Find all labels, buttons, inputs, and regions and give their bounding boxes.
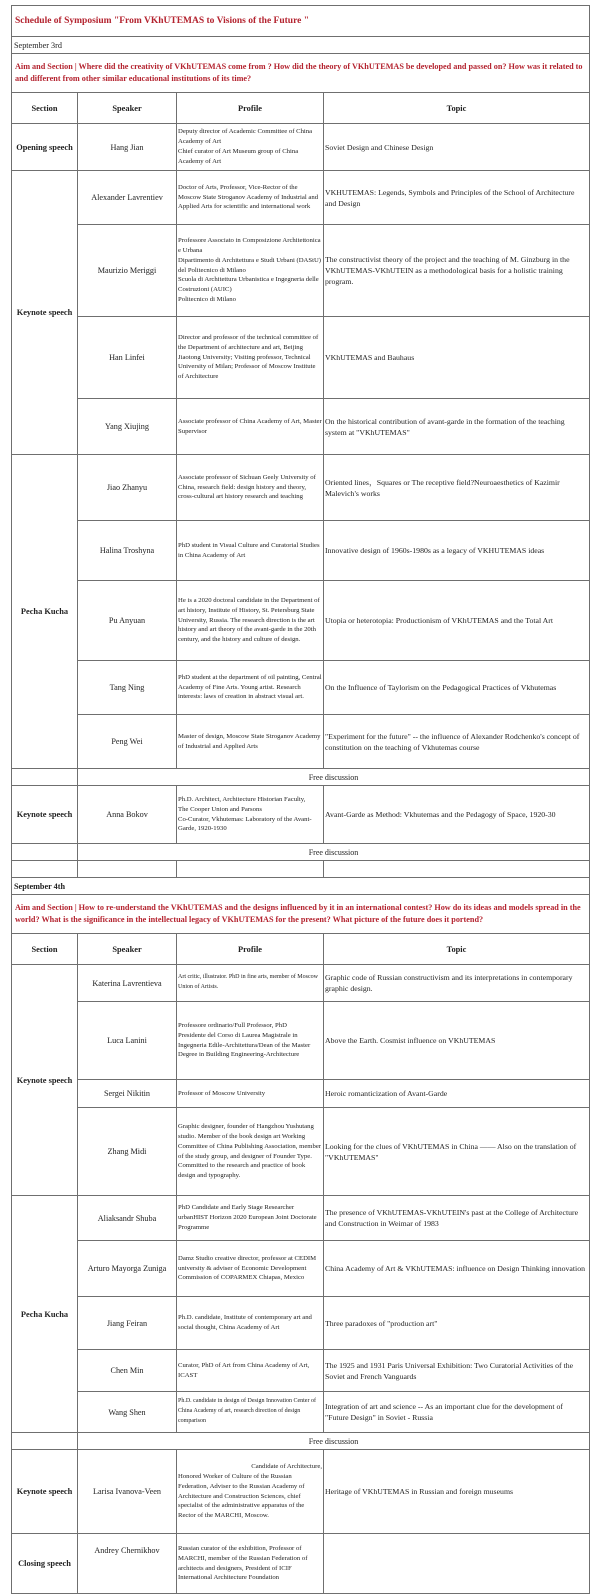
topic-cell: Avant-Garde as Method: Vkhutemas and the Pedagogy of Space, 1920-30 xyxy=(324,786,590,844)
profile-cell xyxy=(177,786,324,844)
table-row xyxy=(12,1392,590,1433)
text-line: Politecnico di Milano xyxy=(178,295,236,303)
speaker-cell: Hang Jian xyxy=(78,124,177,171)
topic-cell: Integration of art and science -- As an important clue for the development of "Future Design" in Soviet - Russia xyxy=(324,1392,590,1433)
free-discussion: Free discussion xyxy=(78,1433,590,1450)
text-line: Damz Studio creative director, professor at CEDIM university & adviser of Economic Development Commission of COPARMEX Chiapas, Mexico xyxy=(178,1254,317,1282)
profile-cell xyxy=(177,715,324,769)
col-header-topic: Topic xyxy=(324,93,590,124)
text-line: Director and professor of the technical committee of the Department of architecture and art, Beijing Jiaotong University; Visiting professor, Technical University of Milan; Professor of Moscow Institute of Architecture xyxy=(178,334,319,381)
text-line: Graphic designer, founder of Hangzhou Yushutang studio. Member of the book design art Working Committee of China Publishing Association, member of the study group, and designer of Founder Type. Committed to the research and practice of book design and typography. xyxy=(178,1123,322,1180)
topic-cell: VKHUTEMAS: Legends, Symbols and Principles of the School of Architecture and Design xyxy=(324,171,590,225)
profile-cell xyxy=(177,661,324,715)
text-line: The Cooper Union and Parsons xyxy=(178,805,262,813)
col-header-section: Section xyxy=(12,93,78,124)
profile-cell xyxy=(177,1108,324,1196)
speaker-cell: Luca Lanini xyxy=(78,1002,177,1080)
free-discussion-row xyxy=(12,844,590,861)
topic-cell: On the Influence of Taylorism on the Pedagogical Practices of Vkhutemas xyxy=(324,661,590,715)
profile-cell xyxy=(177,1450,324,1534)
profile-cell xyxy=(177,1241,324,1297)
text-line: Master of design, Moscow State Stroganov Academy of Industrial and Applied Arts xyxy=(178,732,321,750)
speaker-cell: Zhang Midi xyxy=(78,1108,177,1196)
profile-lead: Candidate of Architecture, xyxy=(251,1463,322,1471)
day2-date: September 4th xyxy=(12,878,590,895)
topic-cell: Three paradoxes of "production art" xyxy=(324,1297,590,1350)
empty-row xyxy=(12,861,590,878)
text-line: Professore Associato in Composizione Architettonica e Urbana xyxy=(178,237,321,254)
table-row xyxy=(12,521,590,581)
topic-cell: "Experiment for the future" -- the influence of Alexander Rodchenko's concept of constitution on the teaching of Vkhutemas course xyxy=(324,715,590,769)
speaker-cell: Jiang Feiran xyxy=(78,1297,177,1350)
section-cell: Keynote speech xyxy=(12,1450,78,1534)
table-row xyxy=(12,455,590,521)
speaker-cell: Peng Wei xyxy=(78,715,177,769)
speaker-cell: Han Linfei xyxy=(78,317,177,399)
free-discussion-row xyxy=(12,769,590,786)
profile-cell xyxy=(177,1002,324,1080)
topic-cell: The 1925 and 1931 Paris Universal Exhibition: Two Curatorial Activities of the Soviet and French Vanguards xyxy=(324,1350,590,1392)
speaker-cell: Aliaksandr Shuba xyxy=(78,1196,177,1241)
col-header-profile: Profile xyxy=(177,93,324,124)
profile-cell xyxy=(177,1196,324,1241)
col-header-topic: Topic xyxy=(324,934,590,965)
col-header-speaker: Speaker xyxy=(78,93,177,124)
text-line: PhD student at the department of oil painting, Central Academy of Fine Arts. Young artist. Research interests: laws of creation in abstract visual art. xyxy=(178,673,322,701)
table-row xyxy=(12,317,590,399)
text-line: Associate professor of Sichuan Geely University of China, research field: design history and theory, cross-cultural art history research and teaching xyxy=(178,473,316,501)
table-row xyxy=(12,1297,590,1350)
topic-cell: Innovative design of 1960s-1980s as a legacy of VKHUTEMAS ideas xyxy=(324,521,590,581)
topic-cell: Soviet Design and Chinese Design xyxy=(324,124,590,171)
speaker-cell: Alexander Lavrentiev xyxy=(78,171,177,225)
empty-cell xyxy=(78,861,177,878)
text-line: Co-Curator, Vkhutemas: Laboratory of the Avant- Garde, 1920-1930 xyxy=(178,815,312,833)
section-cell: Closing speech xyxy=(12,1534,78,1594)
speaker-cell: Maurizio Meriggi xyxy=(78,225,177,317)
text-line: Doctor of Arts, Professor, Vice-Rector of the Moscow State Stroganov Academy of Industrial and Applied Arts for scientific and international work xyxy=(178,183,319,211)
text-line: Ph.D. candidate in design of Design Innovation Center of China Academy of art, research direction of design comparison xyxy=(178,1398,316,1424)
speaker-cell: Chen Min xyxy=(78,1350,177,1392)
speaker-cell: Pu Anyuan xyxy=(78,581,177,661)
schedule-table xyxy=(11,5,590,1594)
table-row xyxy=(12,965,590,1002)
text-line: Deputy director of Academic Committee of China Academy of Art xyxy=(178,128,313,146)
topic-cell: Graphic code of Russian constructivism and its interpretations in contemporary graphic design. xyxy=(324,965,590,1002)
text-line: Neuroaesthetics of Kazimir Malevich's works xyxy=(325,477,560,498)
section-cell: Pecha Kucha xyxy=(12,455,78,769)
profile-cell xyxy=(177,1350,324,1392)
day1-date: September 3rd xyxy=(12,37,590,54)
table-row xyxy=(12,1196,590,1241)
empty-cell xyxy=(12,1433,78,1450)
day2-aim: Aim and Section | How to re-understand the VKhUTEMAS and the designs influenced by it in an international contest? How do its ideas and models spread in the world? What is the significance in the intellectual legacy of VKhUTEMAS for the present? What picture of the future does it portend? xyxy=(12,895,590,934)
speaker-cell: Wang Shen xyxy=(78,1392,177,1433)
table-row xyxy=(12,661,590,715)
text-line: PhD Candidate and Early Stage Researcher urbanHIST Horizon 2020 European Joint Doctorate Programme xyxy=(178,1204,317,1231)
text-line: He is a 2020 doctoral candidate in the Department of art history, Institute of History, St. Petersburg State University, Russia. The research direction is the art history and art theory of the avant-garde in the 20th century, and the history and culture of design. xyxy=(178,597,320,644)
free-discussion-row xyxy=(12,1433,590,1450)
day2-header-row xyxy=(12,934,590,965)
table-row xyxy=(12,124,590,171)
profile-cell xyxy=(177,124,324,171)
col-header-profile: Profile xyxy=(177,934,324,965)
text-line: Presidente del Corso di Laurea Magistrale in Ingegneria Edile-Architettura/Dean of the Master Degree in Building Engineering-Architecture xyxy=(178,1031,311,1059)
text-line: PhD student in Visual Culture and Curatorial Studies in China Academy of Art xyxy=(178,541,320,559)
empty-cell xyxy=(324,861,590,878)
topic-cell: China Academy of Art & VKhUTEMAS: influence on Design Thinking innovation xyxy=(324,1241,590,1297)
section-cell: Keynote speech xyxy=(12,786,78,844)
table-row xyxy=(12,1108,590,1196)
table-row xyxy=(12,1002,590,1080)
profile-cell xyxy=(177,171,324,225)
section-cell: Keynote speech xyxy=(12,965,78,1196)
profile-cell xyxy=(177,1080,324,1108)
speaker-cell: Sergei Nikitin xyxy=(78,1080,177,1108)
topic-cell: Utopia or heterotopia: Productionism of VKhUTEMAS and the Total Art xyxy=(324,581,590,661)
profile-text: Honored Worker of Culture of the Russian Federation, Adviser to the Russian Academy of Architecture and Construction Sciences, chief specialist of the administrative apparatus of the Rector of the MARCHI, Moscow. xyxy=(178,1472,305,1520)
topic-cell: Heritage of VKhUTEMAS in Russian and foreign museums xyxy=(324,1450,590,1534)
section-cell: Pecha Kucha xyxy=(12,1196,78,1433)
profile-cell xyxy=(177,581,324,661)
free-discussion: Free discussion xyxy=(78,769,590,786)
col-header-speaker: Speaker xyxy=(78,934,177,965)
topic-cell: Heroic romanticization of Avant-Garde xyxy=(324,1080,590,1108)
table-row xyxy=(12,225,590,317)
text-line: Dipartimento di Architettura e Studi Urbani (DAStU) del Politecnico di Milano xyxy=(178,256,322,274)
table-row xyxy=(12,1534,590,1594)
text-line: Chief curator of Art Museum group of China Academy of Art xyxy=(178,148,299,165)
schedule-title: Schedule of Symposium "From VKhUTEMAS to Visions of the Future " xyxy=(12,6,590,37)
empty-cell xyxy=(177,861,324,878)
speaker-cell: Andrey Chernikhov xyxy=(78,1534,177,1594)
topic-cell: On the historical contribution of avant-garde in the formation of the teaching system at "VKhUTEMAS" xyxy=(324,399,590,455)
profile-cell xyxy=(177,965,324,1002)
empty-cell xyxy=(12,861,78,878)
topic-cell: The constructivist theory of the project and the teaching of M. Ginzburg in the VKhUTEMAS-VKhUTEIN as a methodological basis for a holistic training program. xyxy=(324,225,590,317)
free-discussion: Free discussion xyxy=(78,844,590,861)
table-row xyxy=(12,1080,590,1108)
text-line: Professor of Moscow University xyxy=(178,1089,266,1097)
topic-cell: The presence of VKhUTEMAS-VKhUTEIN's past at the College of Architecture and Construction in Weimar of 1983 xyxy=(324,1196,590,1241)
text-line: Associate professor of China Academy of Art, Master Supervisor xyxy=(178,417,322,435)
profile-cell xyxy=(177,399,324,455)
speaker-cell: Anna Bokov xyxy=(78,786,177,844)
speaker-cell: Jiao Zhanyu xyxy=(78,455,177,521)
table-row xyxy=(12,1350,590,1392)
speaker-cell: Arturo Mayorga Zuniga xyxy=(78,1241,177,1297)
text-line: Russian curator of the exhibition, Professor of MARCHI, member of the Russian Federation of architects and designers, President of ICIF International Architecture Foundation xyxy=(178,1544,308,1582)
topic-cell xyxy=(324,455,590,521)
speaker-cell: Halina Troshyna xyxy=(78,521,177,581)
topic-cell: Looking for the clues of VKhUTEMAS in China —— Also on the translation of "VKhUTEMAS" xyxy=(324,1108,590,1196)
profile-cell xyxy=(177,317,324,399)
text-line: Oriented lines，Squares or The receptive field? xyxy=(325,477,475,487)
profile-cell xyxy=(177,455,324,521)
profile-cell xyxy=(177,225,324,317)
col-header-section: Section xyxy=(12,934,78,965)
day1-header-row xyxy=(12,93,590,124)
speaker-cell: Tang Ning xyxy=(78,661,177,715)
topic-cell: VKhUTEMAS and Bauhaus xyxy=(324,317,590,399)
table-row xyxy=(12,581,590,661)
section-cell: Opening speech xyxy=(12,124,78,171)
speaker-cell: Katerina Lavrentieva xyxy=(78,965,177,1002)
profile-cell xyxy=(177,1297,324,1350)
table-row xyxy=(12,715,590,769)
section-cell: Keynote speech xyxy=(12,171,78,455)
text-line: Art critic, illustrator. PhD in fine arts, member of Moscow Union of Artists. xyxy=(178,974,318,990)
table-row xyxy=(12,786,590,844)
text-line: Scuola di Architettura Urbanistica e Ingegneria delle Costruzioni (AUIC) xyxy=(178,276,319,294)
table-row xyxy=(12,1241,590,1297)
table-row xyxy=(12,1450,590,1534)
topic-cell xyxy=(324,1534,590,1594)
speaker-cell: Yang Xiujing xyxy=(78,399,177,455)
table-row xyxy=(12,171,590,225)
profile-cell xyxy=(177,1534,324,1594)
speaker-cell: Larisa Ivanova-Veen xyxy=(78,1450,177,1534)
text-line: Ph.D. candidate, Institute of contemporary art and social thought, China Academy of Art xyxy=(178,1314,312,1331)
empty-cell xyxy=(12,769,78,786)
empty-cell xyxy=(12,844,78,861)
day1-aim: Aim and Section | Where did the creativity of VKhUTEMAS come from ? How did the theory of VKhUTEMAS be developed and passed on? How was it related to and different from other similar educational institutions of its time? xyxy=(12,54,590,93)
text-line: Ph.D. Architect, Architecture Historian Faculty, xyxy=(178,795,306,803)
table-row xyxy=(12,399,590,455)
profile-cell xyxy=(177,1392,324,1433)
text-line: Professore ordinario/Full Professor, PhD xyxy=(178,1021,287,1029)
topic-cell: Above the Earth. Cosmist influence on VKhUTEMAS xyxy=(324,1002,590,1080)
profile-cell xyxy=(177,521,324,581)
text-line: Curator, PhD of Art from China Academy of Art, ICAST xyxy=(178,1361,310,1379)
